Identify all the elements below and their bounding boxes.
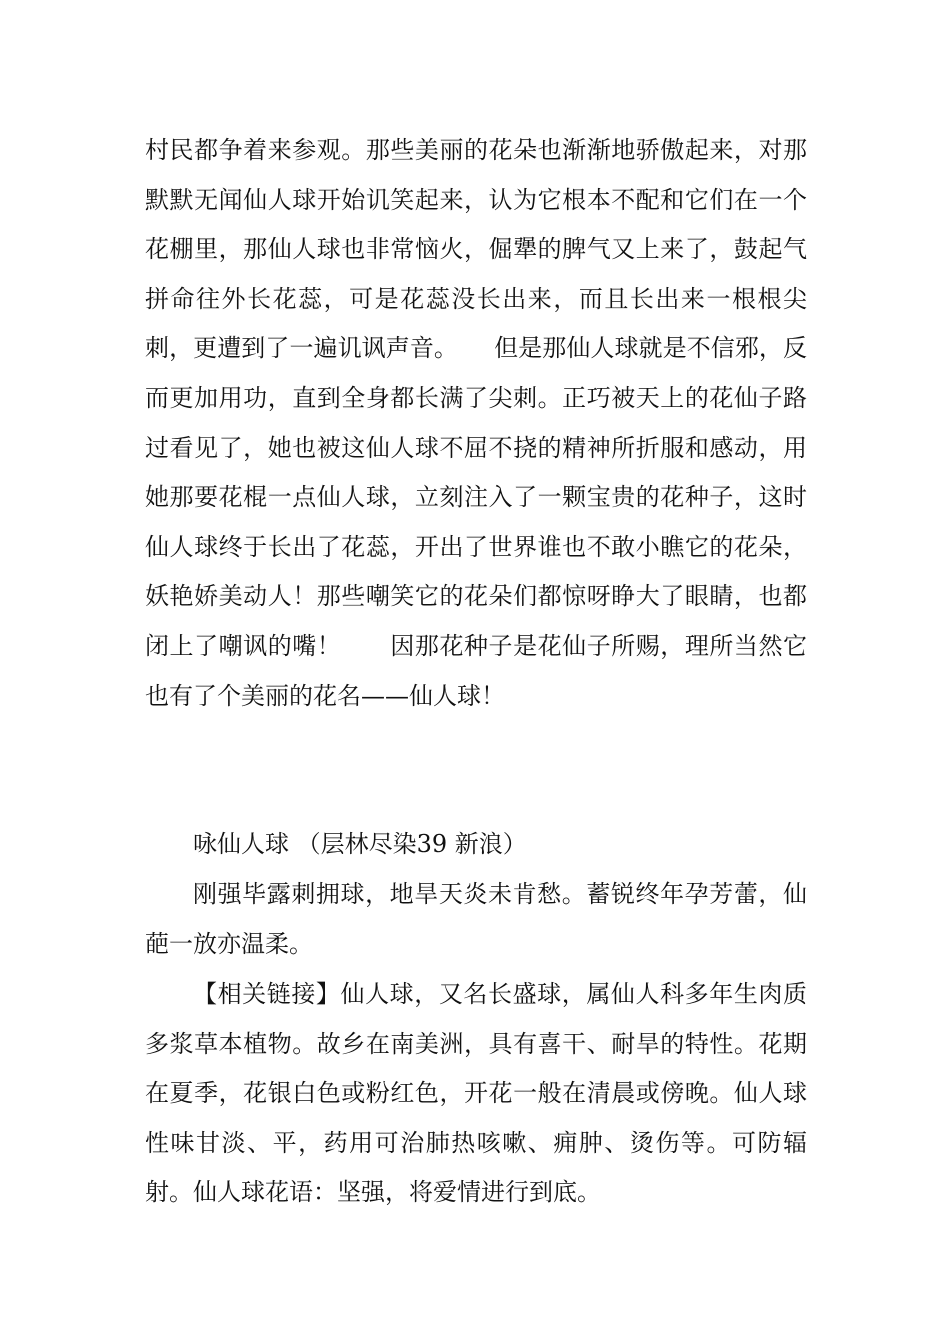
poem-text: 刚强毕露刺拥球，地旱天炎未肯愁。蓄锐终年孕芳蕾，仙葩一放亦温柔。 <box>145 880 807 958</box>
story-paragraph: 村民都争着来参观。那些美丽的花朵也渐渐地骄傲起来，对那默默无闻仙人球开始讥笑起来，认为它根本不配和它们在一个花棚里，那仙人球也非常恼火，倔犟的脾气又上来了，鼓起气拼命往外长花蕊，可是花蕊没长出来，而且长出来一根根尖刺，更遭到了一遍讥讽声音。 但是那仙人球就是不信邪，反而更加用功，直到全身都长满了尖刺。正巧被天上的花仙子路过看见了，她也被这仙人球不屈不挠的精神所折服和感动，用她那要花棍一点仙人球，立刻注入了一颗宝贵的花种子，这时仙人球终于长出了花蕊，开出了世界谁也不敢小瞧它的花朵，妖艳娇美动人！那些嘲笑它的花朵们都惊呀睁大了眼睛，也都闭上了嘲讽的嘴！ 因那花种子是花仙子所赐，理所当然它也有了个美丽的花名——仙人球！ <box>145 136 807 710</box>
poem-title: 咏仙人球 （层林尽染39 新浪） <box>193 830 527 858</box>
related-link-paragraph: 【相关链接】仙人球，又名长盛球，属仙人科多年生肉质多浆草本植物。故乡在南美洲，具有喜干、耐旱的特性。花期在夏季，花银白色或粉红色，开花一般在清晨或傍晚。仙人球性味甘淡、平，药用可治肺热咳嗽、痈肿、烫伤等。可防辐射。仙人球花语：坚强，将爱情进行到底。 <box>145 980 807 1207</box>
